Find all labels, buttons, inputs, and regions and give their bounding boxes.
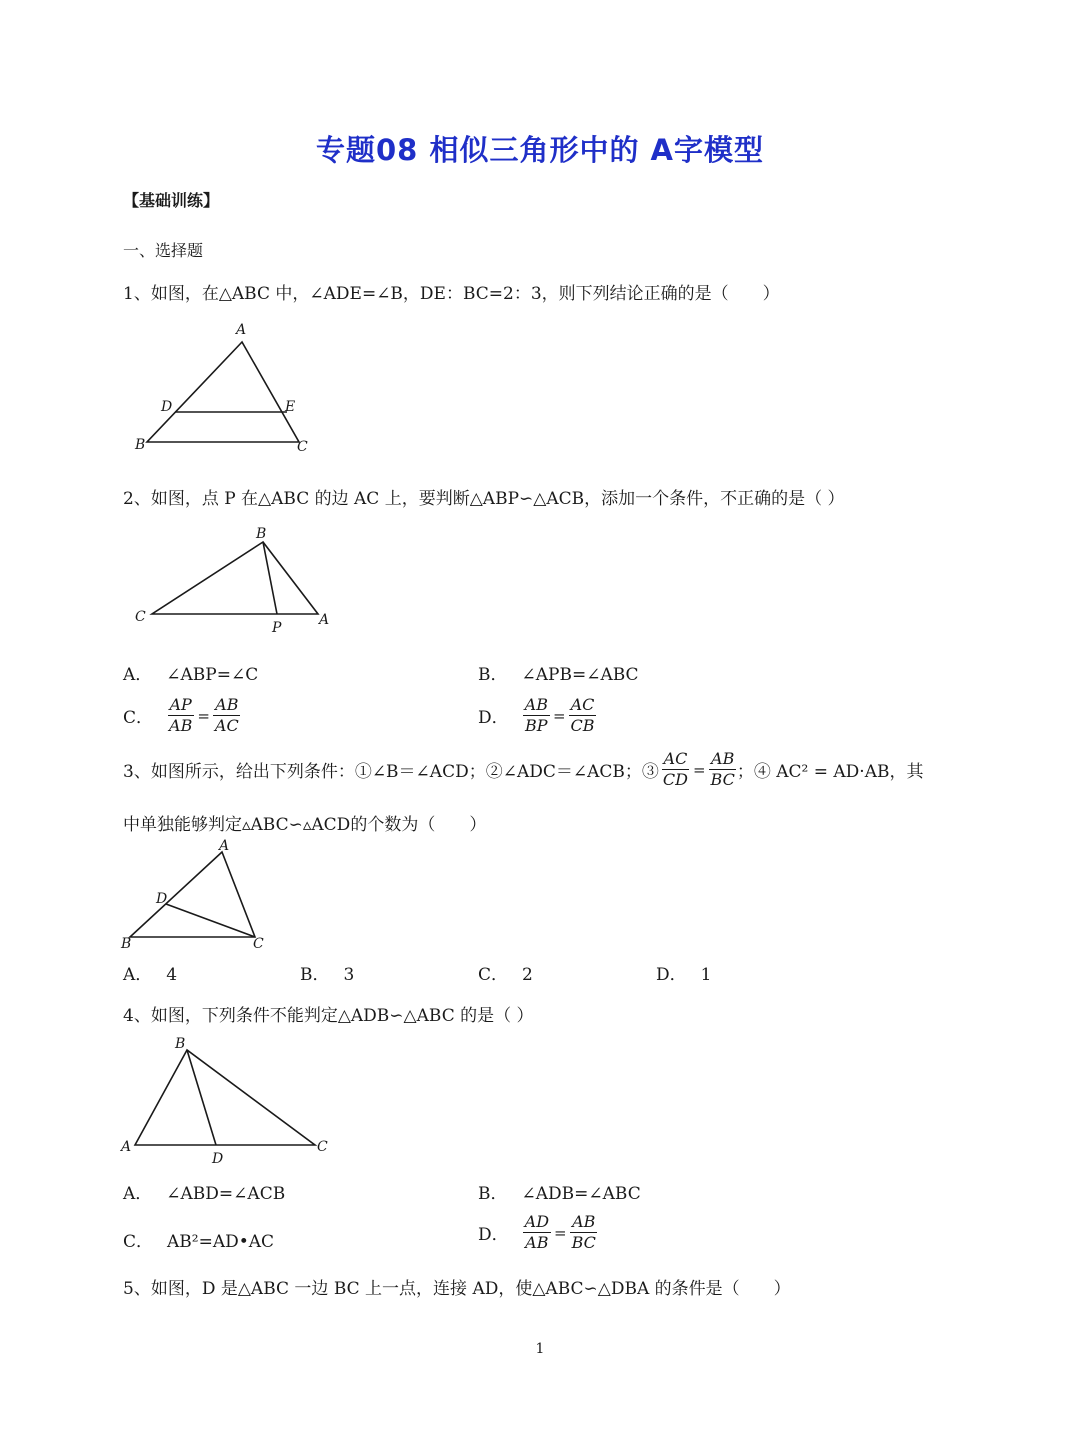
denominator: CD: [662, 770, 688, 790]
label-p: P: [272, 620, 282, 636]
denominator: BC: [710, 770, 735, 790]
option-letter: C．: [123, 1232, 154, 1252]
question-2-text: 2、如图，点 P 在△ABC 的边 AC 上，要判断△ABP∽△ACB，添加一个条件，不正确的是（ ）: [123, 489, 845, 509]
option-letter: B．: [478, 1184, 508, 1204]
page-title: 专题08 相似三角形中的 A字模型: [316, 133, 764, 167]
denominator: AB: [169, 716, 193, 736]
label-e: E: [285, 399, 296, 415]
numerator: AB: [213, 696, 240, 716]
question-4-text: 4、如图，下列条件不能判定△ADB∽△ABC 的是（ ）: [123, 1006, 534, 1026]
q2-option-c[interactable]: [123, 696, 241, 736]
q3-text-after: ；④ AC² = AD·AB，其: [736, 762, 924, 783]
numerator: AB: [709, 750, 736, 770]
q4-option-c[interactable]: [123, 1227, 274, 1252]
question-1-text: 1、如图，在△ABC 中，∠ADE=∠B，DE：BC=2：3，则下列结论正确的是（ ）: [123, 284, 780, 304]
option-letter: C．: [123, 708, 154, 729]
question-2-figure: [128, 522, 343, 642]
q3-option-a[interactable]: [123, 960, 177, 985]
q3-option-b[interactable]: [300, 960, 354, 985]
q3-option-d[interactable]: [656, 960, 711, 985]
label-a: A: [121, 1139, 132, 1155]
label-b: B: [135, 437, 146, 453]
fraction: [709, 750, 737, 790]
option-text: ∠APB=∠ABC: [521, 665, 639, 685]
label-d: D: [161, 399, 173, 415]
equals-sign: =: [197, 706, 210, 725]
label-a: A: [319, 612, 330, 628]
option-letter: A．: [123, 1184, 153, 1204]
q3-text-before: 3、如图所示，给出下列条件：①∠B＝∠ACD；②∠ADC＝∠ACB；③: [123, 762, 659, 783]
triangle-abc: [152, 542, 318, 614]
q2-option-a[interactable]: [123, 660, 258, 685]
triangle-abc: [130, 852, 255, 937]
option-letter: D．: [478, 708, 509, 729]
option-text: AB²=AD•AC: [167, 1232, 275, 1252]
section-tag: 【基础训练】: [123, 191, 220, 210]
segment-bp: [263, 542, 277, 614]
numerator: AD: [523, 1213, 551, 1233]
denominator: AB: [525, 1233, 549, 1253]
numerator: AC: [569, 696, 597, 716]
option-text: ∠ADB=∠ABC: [521, 1184, 641, 1204]
option-letter: D．: [478, 1225, 509, 1246]
option-letter: A．: [123, 665, 153, 685]
fraction: [569, 696, 597, 736]
question-3-figure: [118, 838, 278, 953]
question-1-figure: [125, 318, 325, 458]
option-letter: D．: [656, 965, 687, 985]
option-letter: A．: [123, 965, 153, 985]
numerator: AB: [570, 1213, 597, 1233]
label-a: A: [219, 838, 230, 854]
label-c: C: [253, 936, 264, 952]
question-3-line2: 中单独能够判定▵ABC∽▵ACD的个数为（ ）: [123, 815, 487, 835]
label-c: C: [135, 609, 146, 625]
numerator: AP: [168, 696, 194, 716]
fraction: [167, 696, 194, 736]
option-text: 3: [343, 965, 355, 985]
numerator: AC: [662, 750, 690, 770]
question-4-figure: [118, 1032, 338, 1172]
denominator: CB: [570, 716, 595, 736]
fraction: [570, 1213, 598, 1253]
option-text: ∠ABD=∠ACB: [166, 1184, 286, 1204]
option-text: 1: [700, 965, 712, 985]
question-5-text: 5、如图，D 是△ABC 一边 BC 上一点，连接 AD，使△ABC∽△DBA 的条件是（ ）: [123, 1279, 791, 1299]
segment-dc: [166, 904, 255, 937]
triangle-abc: [135, 1050, 315, 1145]
fraction: [523, 1213, 551, 1253]
q4-option-b[interactable]: [478, 1179, 641, 1204]
q4-option-d[interactable]: [478, 1213, 598, 1253]
q2-option-b[interactable]: [478, 660, 639, 685]
equals-sign: =: [692, 760, 706, 779]
label-b: B: [256, 526, 267, 542]
label-c: C: [317, 1139, 328, 1155]
q4-option-a[interactable]: [123, 1179, 285, 1204]
fraction: [523, 696, 550, 736]
segment-bd: [187, 1050, 216, 1145]
option-text: 4: [166, 965, 178, 985]
section-heading: 一、选择题: [123, 241, 204, 260]
page-number: 1: [535, 1341, 545, 1357]
denominator: AC: [214, 716, 239, 736]
q2-option-d[interactable]: [478, 696, 597, 736]
question-3-text: [123, 750, 923, 790]
denominator: BP: [525, 716, 548, 736]
label-d: D: [156, 891, 168, 907]
equals-sign: =: [552, 706, 566, 725]
triangle-abc: [147, 342, 299, 442]
equals-sign: =: [554, 1223, 567, 1242]
denominator: BC: [571, 1233, 596, 1253]
fraction: [661, 750, 690, 790]
option-letter: C．: [478, 965, 509, 985]
numerator: AB: [523, 696, 550, 716]
option-text: 2: [522, 965, 533, 985]
label-b: B: [175, 1036, 186, 1052]
option-letter: B．: [300, 965, 330, 985]
option-letter: B．: [478, 665, 508, 685]
label-c: C: [297, 439, 308, 455]
label-b: B: [121, 936, 132, 952]
q3-option-c[interactable]: [478, 960, 533, 985]
label-d: D: [212, 1151, 224, 1167]
fraction: [213, 696, 241, 736]
label-a: A: [236, 322, 247, 338]
option-text: ∠ABP=∠C: [166, 665, 259, 685]
